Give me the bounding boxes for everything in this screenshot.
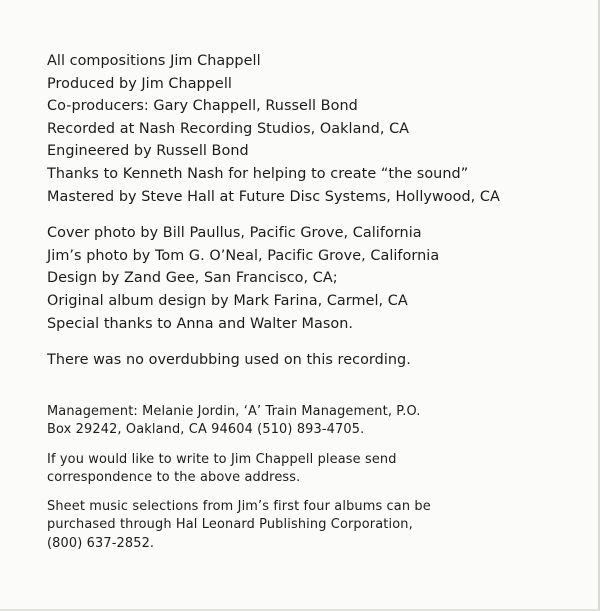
management-address-line: Box 29242, Oakland, CA 94604 (510) 893-4705.: [47, 422, 365, 438]
write-line: correspondence to the above address.: [47, 469, 301, 485]
management-info: [47, 403, 567, 440]
write-line: If you would like to write to Jim Chappell please send: [47, 451, 397, 467]
credit-line-producer: Produced by Jim Chappell: [47, 75, 232, 92]
credit-line-special-thanks: Special thanks to Anna and Walter Mason.: [47, 315, 354, 332]
contact-section: [47, 403, 567, 564]
sheet-music-line: Sheet music selections from Jim’s first four albums can be: [47, 499, 431, 515]
credit-line-original-design: Original album design by Mark Farina, Carmel, CA: [47, 292, 408, 309]
credit-line-design: Design by Zand Gee, San Francisco, CA;: [47, 270, 338, 287]
management-line: Management: Melanie Jordin, ‘A’ Train Management, P.O.: [47, 404, 421, 419]
section-spacer: [47, 335, 577, 349]
section-spacer: [47, 208, 577, 222]
design-credits: [47, 222, 577, 335]
credit-line-thanks: Thanks to Kenneth Nash for helping to create “the sound”: [47, 165, 469, 182]
credit-line-mastered: Mastered by Steve Hall at Future Disc Systems, Hollywood, CA: [47, 188, 500, 205]
credit-line-cover-photo: Cover photo by Bill Paullus, Pacific Grove, California: [47, 225, 422, 242]
credits-section: [47, 50, 577, 372]
credit-line-engineered: Engineered by Russell Bond: [47, 143, 249, 160]
production-credits: [47, 50, 577, 208]
overdubbing-note: There was no overdubbing used on this recording.: [47, 352, 411, 369]
sheet-music-info: [47, 498, 567, 553]
sheet-music-phone: (800) 637-2852.: [47, 535, 155, 551]
write-info: [47, 451, 567, 488]
sheet-music-line: purchased through Hal Leonard Publishing Corporation,: [47, 517, 413, 533]
credit-line-co-producers: Co-producers: Gary Chappell, Russell Bond: [47, 98, 358, 115]
credit-line-compositions: All compositions Jim Chappell: [47, 53, 261, 69]
credit-line-recorded: Recorded at Nash Recording Studios, Oakland, CA: [47, 120, 410, 137]
credit-line-artist-photo: Jim’s photo by Tom G. O’Neal, Pacific Grove, California: [47, 247, 440, 264]
recording-note: [47, 349, 577, 372]
